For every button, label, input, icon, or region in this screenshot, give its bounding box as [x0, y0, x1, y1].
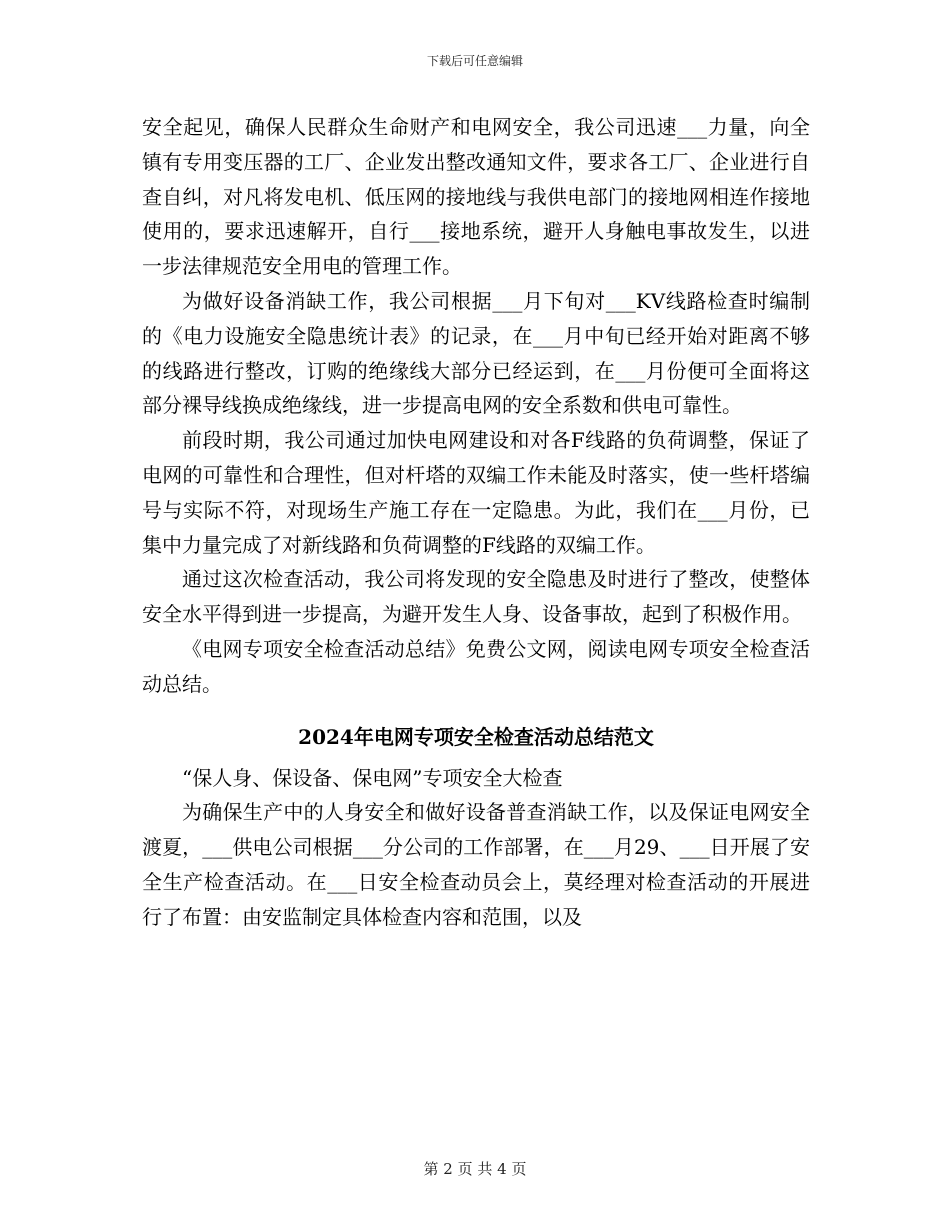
- section-paragraph: 为确保生产中的人身安全和做好设备普查消缺工作，以及保证电网安全渡夏，___供电公司根据___分公司的工作部署，在___月29、___日开展了安全生产检查活动。在___日安全检查动员会上，莫经理对检查活动的开展进行了布置：由安监制定具体检查内容和范围，以及: [142, 800, 810, 929]
- section-subtitle: “保人身、保设备、保电网”专项安全大检查: [182, 765, 563, 790]
- paragraph-continuation: 安全起见，确保人民群众生命财产和电网安全，我公司迅速___力量，向全镇有专用变压器的工厂、企业发出整改通知文件，要求各工厂、企业进行自查自纠，对凡将发电机、低压网的接地线与我供电部门的接地网相连作接地使用的，要求迅速解开，自行___接地系统，避开人身触电事故发生，以进一步法律规范安全用电的管理工作。: [142, 115, 810, 279]
- document-body: [142, 110, 810, 935]
- section-title: 2024年电网专项安全检查活动总结范文: [298, 724, 654, 749]
- paragraph-inspection-result: 通过这次检查活动，我公司将发现的安全隐患及时进行了整改，使整体安全水平得到进一步提高，为避开发生人身、设备事故，起到了积极作用。: [142, 567, 810, 627]
- paragraph-source-note: 《电网专项安全检查活动总结》免费公文网，阅读电网专项安全检查活动总结。: [142, 636, 810, 696]
- paragraph-equipment-defects: 为做好设备消缺工作，我公司根据___月下旬对___KV线路检查时编制的《电力设施安全隐患统计表》的记录，在___月中旬已经开始对距离不够的线路进行整改，订购的绝缘线大部分已经运到，在___月份便可全面将这部分裸导线换成绝缘线，进一步提高电网的安全系数和供电可靠性。: [142, 288, 810, 418]
- page-number: 第 2 页 共 4 页: [423, 1160, 527, 1178]
- paragraph-pole-numbering: 前段时期，我公司通过加快电网建设和对各F线路的负荷调整，保证了电网的可靠性和合理性，但对杆塔的双编工作未能及时落实，使一些杆塔编号与实际不符，对现场生产施工存在一定隐患。为此，我们在___月份，已集中力量完成了对新线路和负荷调整的F线路的双编工作。: [142, 428, 810, 557]
- page-header: 下载后可任意编辑: [426, 54, 523, 68]
